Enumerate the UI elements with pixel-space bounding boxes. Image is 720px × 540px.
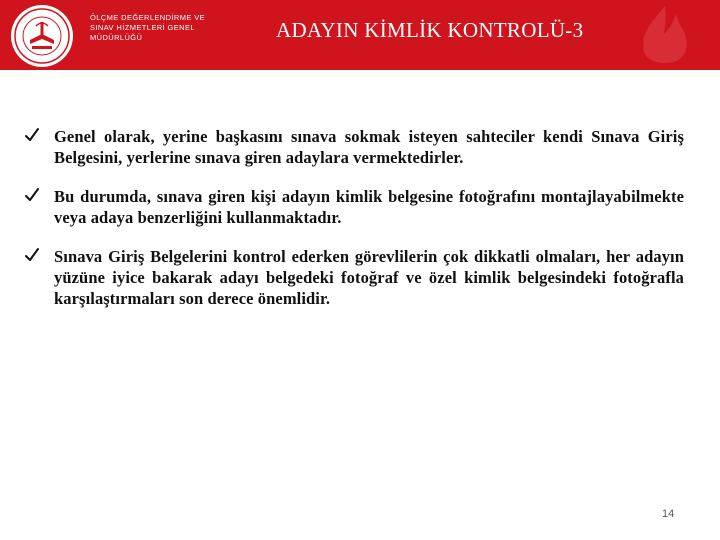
bullet-text: Genel olarak, yerine başkasını sınava sokmak isteyen sahteciler kendi Sınava Giriş Belgesini, yerlerine sınava giren adaylara vermektedirler. <box>54 127 684 167</box>
checkmark-icon <box>24 187 40 203</box>
bullet-item <box>24 186 684 228</box>
bullet-item <box>24 126 684 168</box>
flame-watermark-icon <box>630 4 700 70</box>
checkmark-icon <box>24 247 40 263</box>
bullet-text: Bu durumda, sınava giren kişi adayın kimlik belgesine fotoğrafını montajlayabilmekte veya adaya benzerliğini kullanmaktadır. <box>54 187 684 227</box>
bullet-text: Sınava Giriş Belgelerini kontrol ederken görevlilerin çok dikkatli olmaları, her adayın yüzüne iyice bakarak adayı belgedeki fotoğraf ve özel kimlik belgesindeki fotoğrafla karşılaştırmaları son derece önemlidir. <box>54 247 684 308</box>
slide-title: ADAYIN KİMLİK KONTROLÜ-3 <box>276 18 584 42</box>
bullet-item <box>24 246 684 309</box>
org-line: MÜDÜRLÜĞÜ <box>90 33 143 42</box>
checkmark-icon <box>24 127 40 143</box>
header-banner <box>0 0 720 70</box>
organization-name <box>90 13 250 43</box>
org-line: SINAV HİZMETLERİ GENEL <box>90 23 195 32</box>
bullet-list <box>24 126 684 327</box>
meb-emblem-icon <box>10 4 74 68</box>
org-line: ÖLÇME DEĞERLENDİRME VE <box>90 13 206 22</box>
page-number: 14 <box>662 508 675 520</box>
